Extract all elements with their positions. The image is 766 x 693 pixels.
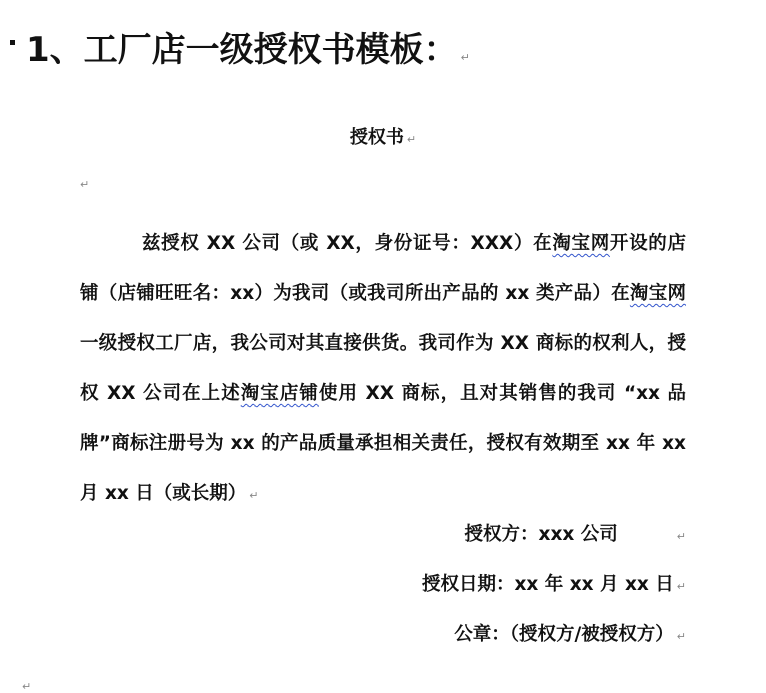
official-seal-text: 公章：（授权方/被授权方） (454, 624, 674, 645)
paragraph-mark-icon: ↵ (676, 530, 686, 543)
grantor-text: 授权方：xxx 公司 (464, 524, 618, 545)
heading-bullet (10, 40, 15, 45)
official-seal-line (454, 622, 686, 650)
authorization-date-text: 授权日期：xx 年 xx 月 xx 日 (421, 574, 674, 595)
paragraph-mark-icon: ↵ (676, 630, 686, 643)
grantor-line (465, 522, 686, 550)
spellcheck-word-taobao: 淘宝网 (629, 283, 686, 304)
document-title-text: 授权书 (349, 127, 404, 148)
body-text-part-1: 兹授权 XX 公司（或 XX，身份证号：XXX）在 (142, 233, 553, 254)
authorization-body-paragraph (80, 219, 686, 521)
paragraph-mark-icon: ↵ (406, 133, 417, 146)
empty-paragraph-mark-icon: ↵ (80, 178, 90, 191)
authorization-date-line (422, 572, 686, 600)
paragraph-mark-icon: ↵ (676, 580, 686, 593)
document-title (0, 125, 766, 153)
spellcheck-word-taobao: 淘宝网 (552, 233, 610, 254)
paragraph-mark-icon: ↵ (249, 489, 259, 502)
paragraph-mark-icon: ↵ (460, 51, 470, 64)
end-paragraph-mark-icon: ↵ (22, 680, 32, 693)
body-text-part-3: 一级授权工厂店，我公司对其直接供货。我司作为 XX 商标的权利人，授权 XX 公司在上述 (80, 333, 686, 404)
section-heading (26, 28, 470, 80)
body-text-part-4: 使用 XX 商标，且对其销售的我司 “xx 品牌”商标注册号为 xx 的产品质量承担相关责任，授权有效期至 xx 年 xx 月 xx 日（或长期） (80, 383, 686, 504)
spellcheck-word-taobao-store: 淘宝店铺 (240, 383, 319, 404)
body-text-part-2: 开设的店铺（店铺旺旺名：xx）为我司（或我司所出产品的 xx 类产品）在 (80, 233, 686, 304)
heading-text: 1、工厂店一级授权书模板： (26, 30, 458, 70)
